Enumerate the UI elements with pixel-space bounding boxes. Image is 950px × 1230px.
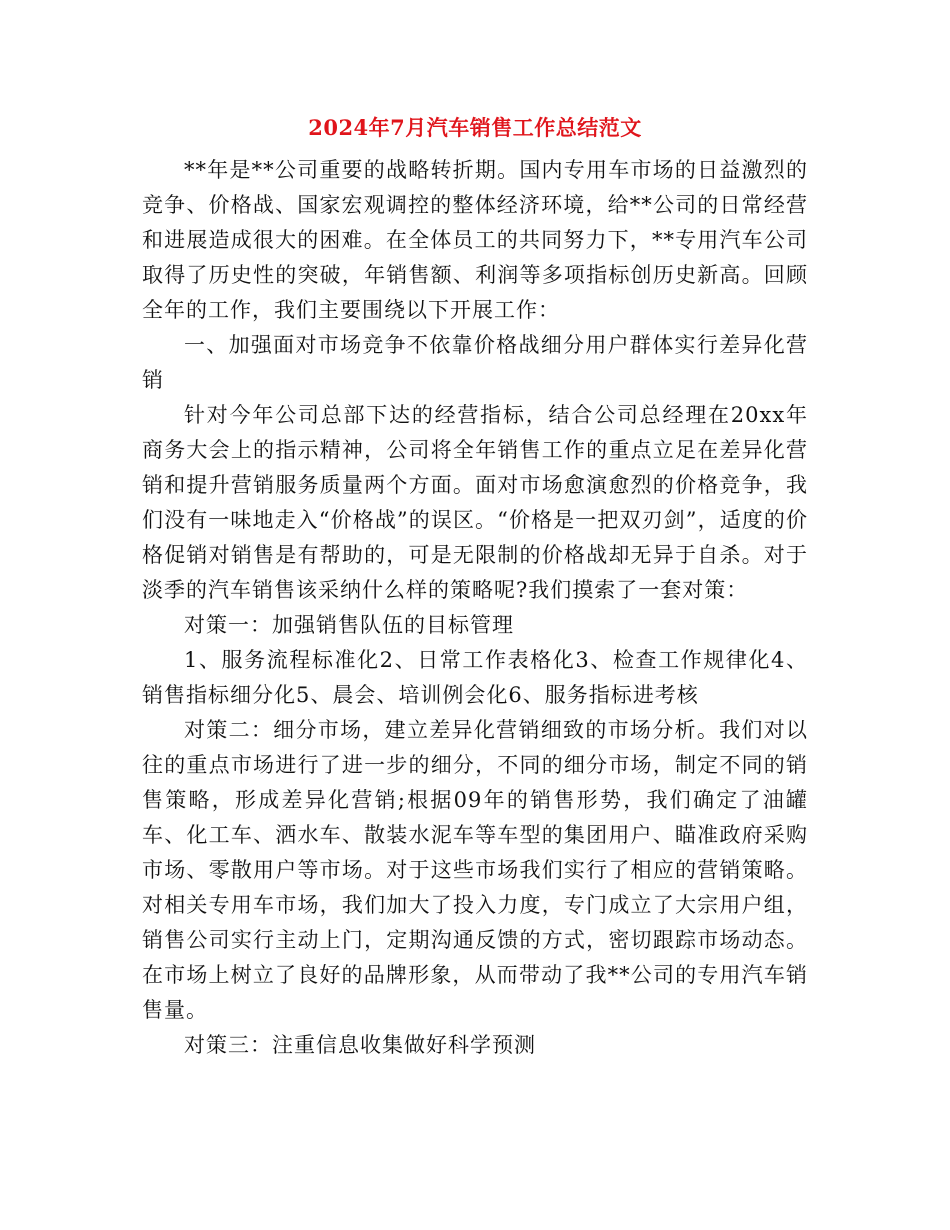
document-title: 2024年7月汽车销售工作总结范文: [308, 115, 642, 140]
document-body: [142, 153, 808, 1063]
countermeasure-2-paragraph: 对策二：细分市场，建立差异化营销细致的市场分析。我们对以往的重点市场进行了进一步的细分，不同的细分市场，制定不同的销售策略，形成差异化营销;根据09年的销售形势，我们确定了油罐车、化工车、洒水车、散装水泥车等车型的集团用户、瞄准政府采购市场、零散用户等市场。对于这些市场我们实行了相应的营销策略。对相关专用车市场，我们加大了投入力度，专门成立了大宗用户组，销售公司实行主动上门，定期沟通反馈的方式，密切跟踪市场动态。在市场上树立了良好的品牌形象，从而带动了我**公司的专用汽车销售量。: [142, 718, 808, 1022]
paragraph-strategy: 针对今年公司总部下达的经营指标，结合公司总经理在20xx年商务大会上的指示精神，公司将全年销售工作的重点立足在差异化营销和提升营销服务质量两个方面。面对市场愈演愈烈的价格竞争，我们没有一味地走入“价格战”的误区。“价格是一把双刃剑”，适度的价格促销对销售是有帮助的，可是无限制的价格战却无异于自杀。对于淡季的汽车销售该采纳什么样的策略呢?我们摸索了一套对策：: [142, 403, 808, 602]
countermeasure-3-heading: 对策三：注重信息收集做好科学预测: [184, 1033, 536, 1057]
countermeasure-1-list: 1、服务流程标准化2、日常工作表格化3、检查工作规律化4、销售指标细分化5、晨会、培训例会化6、服务指标进考核: [142, 648, 808, 707]
section-heading-1: 一、加强面对市场竞争不依靠价格战细分用户群体实行差异化营销: [142, 333, 808, 392]
countermeasure-1-heading: 对策一：加强销售队伍的目标管理: [184, 613, 514, 637]
paragraph-intro: **年是**公司重要的战略转折期。国内专用车市场的日益激烈的竞争、价格战、国家宏观调控的整体经济环境，给**公司的日常经营和进展造成很大的困难。在全体员工的共同努力下，**专用汽车公司取得了历史性的突破，年销售额、利润等多项指标创历史新高。回顾全年的工作，我们主要围绕以下开展工作：: [142, 158, 808, 322]
